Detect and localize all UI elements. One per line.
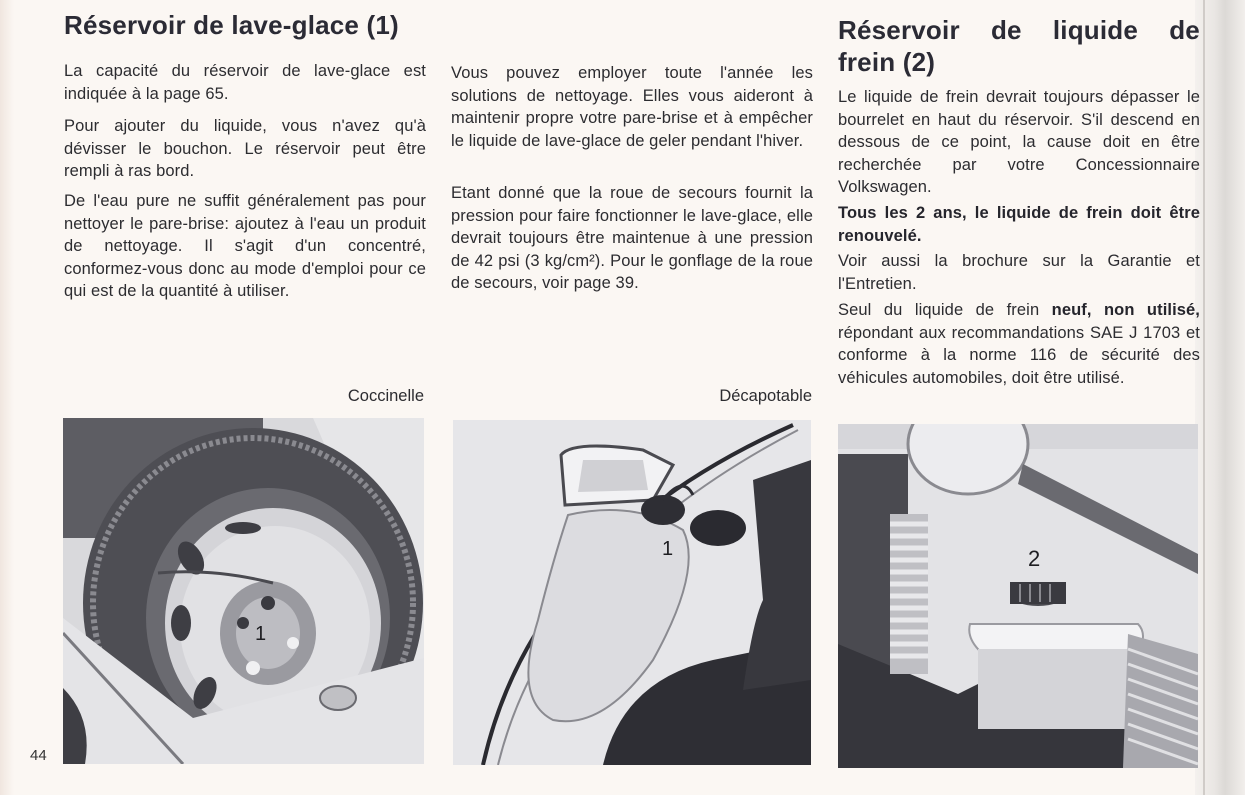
heading-word: liquide bbox=[1052, 15, 1139, 45]
washer-reservoir-illustration bbox=[453, 420, 811, 765]
heading-word: de bbox=[1169, 15, 1200, 45]
photo-washer-reservoir bbox=[453, 420, 811, 765]
caption-coccinelle: Coccinelle bbox=[347, 387, 424, 405]
heading-word: de bbox=[990, 15, 1022, 45]
photo-callout-1: 1 bbox=[662, 538, 674, 560]
heading-line-1 bbox=[838, 14, 1200, 46]
photo-brake-fluid-reservoir bbox=[838, 424, 1198, 768]
paragraph-fill: Pour ajouter du liquide, vous n'avez qu'à dévisser le bouchon. Le réservoir peut être rempli à ras bord. bbox=[64, 117, 426, 180]
brake-reservoir-illustration bbox=[838, 424, 1198, 768]
page-number: 44 bbox=[30, 747, 47, 764]
heading-windshield-washer-reservoir: Réservoir de lave-glace (1) bbox=[64, 10, 399, 40]
caption-decapotable: Décapotable bbox=[719, 387, 812, 405]
heading-line-2: frein (2) bbox=[838, 47, 936, 77]
paragraph-spare-wheel-pressure: Etant donné que la roue de secours fournit la pression pour faire fonctionner le lave-glace, elle devrait toujours être maintenue à une pression de 42 psi (3 kg/cm²). Pour le gonflage de la roue de secours, voir page 39. bbox=[451, 184, 813, 292]
paragraph-cleaning-product: De l'eau pure ne suffit généralement pas pour nettoyer le pare-brise: ajoutez à l'eau un produit de nettoyage. Il s'agit d'un concentré, conformez-vous donc au mode d'emploi pour ce qui est de la quantité à utiliser. bbox=[64, 192, 426, 300]
paragraph-see-brochure: Voir aussi la brochure sur la Garantie et l'Entretien. bbox=[838, 252, 1200, 293]
spec-text-prefix: Seul du liquide de frein bbox=[838, 301, 1052, 319]
heading-brake-fluid-reservoir bbox=[838, 14, 1200, 78]
spare-wheel-illustration bbox=[63, 418, 424, 764]
spec-text-suffix: répondant aux recommandations SAE J 1703 et conforme à la norme 116 de sécurité des véhicules automobiles, doit être utilisé. bbox=[838, 323, 1200, 387]
paragraph-renewal-notice bbox=[838, 202, 1200, 247]
paragraph-fluid-spec bbox=[838, 299, 1200, 389]
bold-renewal-text: Tous les 2 ans, le liquide de frein doit être renouvelé. bbox=[838, 204, 1200, 245]
photo-callout-2: 2 bbox=[1028, 546, 1041, 571]
paragraph-capacity: La capacité du réservoir de lave-glace est indiquée à la page 65. bbox=[64, 62, 426, 103]
page-binding-edge bbox=[1195, 0, 1245, 795]
page-left-margin bbox=[0, 0, 14, 795]
bellows-hose bbox=[890, 514, 928, 674]
spec-text-bold: neuf, non utilisé, bbox=[1051, 301, 1200, 319]
pedal bbox=[1123, 634, 1198, 768]
photo-callout-1: 1 bbox=[255, 623, 267, 645]
paragraph-cleaning-year-round: Vous pouvez employer toute l'année les solutions de nettoyage. Elles vous aideront à maintenir propre votre pare-brise et à empêcher le liquide de lave-glace de geler pendant l'hiver. bbox=[451, 64, 813, 150]
paragraph-brake-fluid-level: Le liquide de frein devrait toujours dépasser le bourrelet en haut du réservoir. S'il descend en dessous de ce point, la cause doit en être recherchée par votre Concessionnaire Volkswagen. bbox=[838, 88, 1200, 196]
heading-word: Réservoir bbox=[838, 15, 960, 45]
photo-spare-wheel bbox=[63, 418, 424, 764]
